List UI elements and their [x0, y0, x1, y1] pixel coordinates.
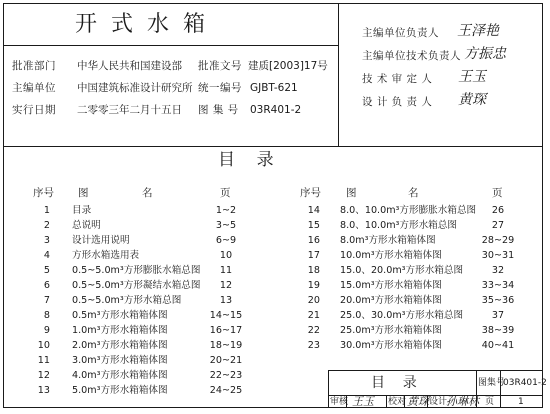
- toc-page: 12: [219, 280, 233, 291]
- header-no: 序号: [33, 187, 54, 199]
- toc-page: 30~31: [481, 250, 515, 261]
- toc-page: 11: [219, 265, 233, 276]
- toc-number: 12: [37, 370, 50, 381]
- titleblock-review-signature: 王玉: [352, 395, 374, 408]
- approval-doc-value: 建质[2003]17号: [248, 60, 328, 72]
- toc-number: 14: [307, 205, 320, 216]
- responsible-role: 主编单位负责人: [362, 27, 439, 39]
- toc-page: 14~15: [209, 310, 243, 321]
- titleblock-divider: [386, 395, 387, 408]
- toc-name: 20.0m³方形水箱箱体图: [340, 295, 442, 306]
- toc-name: 0.5m³方形水箱箱体图: [72, 310, 168, 321]
- header-page: 页: [220, 187, 231, 199]
- impl-date-value: 二零零三年二月十五日: [77, 104, 182, 116]
- toc-page: 37: [491, 310, 505, 321]
- toc-page: 32: [491, 265, 505, 276]
- toc-name: 2.0m³方形水箱箱体图: [72, 340, 168, 351]
- toc-name: 15.0、20.0m³方形水箱总图: [340, 265, 464, 276]
- toc-number: 1: [43, 205, 50, 216]
- titleblock-check-signature: 黄琛: [407, 395, 429, 408]
- toc-page: 33~34: [481, 280, 515, 291]
- responsible-role: 设 计 负 责 人: [362, 96, 433, 108]
- toc-page: 13: [219, 295, 233, 306]
- toc-name: 0.5~5.0m³方形水箱总图: [72, 295, 182, 306]
- toc-page: 10: [219, 250, 233, 261]
- toc-name: 8.0m³方形水箱箱体图: [340, 235, 436, 246]
- atlas-no-label: 图 集 号: [198, 104, 239, 116]
- toc-name: 10.0m³方形水箱箱体图: [340, 250, 442, 261]
- toc-number: 5: [43, 265, 50, 276]
- header-fig: 图: [346, 187, 357, 199]
- toc-name: 8.0、10.0m³方形水箱总图: [340, 220, 457, 231]
- approval-dept-label: 批准部门: [12, 60, 56, 72]
- toc-number: 6: [43, 280, 50, 291]
- header-name: 名: [142, 187, 153, 199]
- toc-number: 3: [43, 235, 50, 246]
- titleblock-design-signature: 孙琳林: [446, 395, 479, 408]
- title-underline: [3, 45, 338, 46]
- impl-date-label: 实行日期: [12, 104, 56, 116]
- toc-name: 总说明: [72, 220, 101, 231]
- toc-page: 27: [491, 220, 505, 231]
- responsible-role: 主编单位技术负责人: [362, 50, 461, 62]
- toc-page: 26: [491, 205, 505, 216]
- toc-name: 30.0m³方形水箱箱体图: [340, 340, 442, 351]
- titleblock-review-label: 审核: [330, 397, 349, 407]
- unified-no-value: GJBT-621: [250, 82, 298, 94]
- header-fig: 图: [78, 187, 89, 199]
- toc-page: 40~41: [481, 340, 515, 351]
- toc-number: 4: [43, 250, 50, 261]
- toc-number: 20: [307, 295, 320, 306]
- toc-number: 23: [307, 340, 320, 351]
- editor-unit-label: 主编单位: [12, 82, 56, 94]
- header-divider: [338, 3, 339, 146]
- toc-name: 1.0m³方形水箱箱体图: [72, 325, 168, 336]
- toc-number: 17: [307, 250, 320, 261]
- toc-number: 2: [43, 220, 50, 231]
- toc-number: 22: [307, 325, 320, 336]
- toc-page: 3~5: [215, 220, 237, 231]
- toc-page: 35~36: [481, 295, 515, 306]
- toc-number: 7: [43, 295, 50, 306]
- toc-number: 9: [43, 325, 50, 336]
- toc-page: 1~2: [215, 205, 237, 216]
- atlas-no-value: 03R401-2: [250, 104, 302, 116]
- toc-name: 方形水箱选用表: [72, 250, 140, 261]
- editor-unit-value: 中国建筑标准设计研究所: [77, 82, 193, 94]
- toc-number: 21: [307, 310, 320, 321]
- header-no: 序号: [300, 187, 321, 199]
- approval-dept-value: 中华人民共和国建设部: [77, 60, 182, 72]
- titleblock-page-value: 1: [518, 397, 524, 407]
- toc-number: 15: [307, 220, 320, 231]
- toc-name: 15.0m³方形水箱箱体图: [340, 280, 442, 291]
- unified-no-label: 统一编号: [198, 82, 242, 94]
- toc-page: 28~29: [481, 235, 515, 246]
- responsible-role: 技 术 审 定 人: [362, 73, 433, 85]
- toc-number: 16: [307, 235, 320, 246]
- titleblock-top-line: [328, 370, 543, 371]
- titleblock-atlas-value: 03R401-2: [503, 378, 547, 388]
- toc-name: 0.5~5.0m³方形凝结水箱总图: [72, 280, 201, 291]
- toc-number: 11: [37, 355, 50, 366]
- header-name: 名: [408, 187, 419, 199]
- toc-page: 6~9: [215, 235, 237, 246]
- titleblock-divider: [500, 370, 501, 408]
- toc-name: 25.0、30.0m³方形水箱总图: [340, 310, 464, 321]
- responsible-signature: 黄琛: [458, 92, 486, 108]
- toc-page: 38~39: [481, 325, 515, 336]
- titleblock-atlas-label: 图集号: [478, 378, 506, 388]
- toc-name: 25.0m³方形水箱箱体图: [340, 325, 442, 336]
- toc-number: 18: [307, 265, 320, 276]
- approval-doc-label: 批准文号: [198, 60, 242, 72]
- toc-title: 目 录: [218, 150, 274, 170]
- toc-name: 目录: [72, 205, 92, 216]
- titleblock-design-label: 设计: [429, 397, 448, 407]
- toc-page: 20~21: [209, 355, 243, 366]
- responsible-signature: 方振忠: [464, 46, 506, 62]
- toc-number: 19: [307, 280, 320, 291]
- responsible-signature: 王泽艳: [457, 23, 499, 39]
- toc-name: 0.5~5.0m³方形膨胀水箱总图: [72, 265, 201, 276]
- toc-name: 设计选用说明: [72, 235, 130, 246]
- titleblock-left-line: [328, 370, 329, 408]
- toc-page: 18~19: [209, 340, 243, 351]
- header-page: 页: [492, 187, 503, 199]
- titleblock-check-label: 校对: [388, 397, 407, 407]
- toc-page: 22~23: [209, 370, 243, 381]
- toc-name: 8.0、10.0m³方形膨胀水箱总图: [340, 205, 477, 216]
- header-bottom-line: [3, 146, 543, 147]
- toc-number: 13: [37, 385, 50, 396]
- toc-name: 4.0m³方形水箱箱体图: [72, 370, 168, 381]
- titleblock-page-label: 页: [485, 397, 495, 407]
- toc-name: 5.0m³方形水箱箱体图: [72, 385, 168, 396]
- responsible-signature: 王玉: [458, 69, 486, 85]
- toc-page: 24~25: [209, 385, 243, 396]
- toc-page: 16~17: [209, 325, 243, 336]
- document-title: 开式水箱: [75, 12, 220, 37]
- titleblock-name: 目 录: [371, 375, 417, 391]
- toc-number: 8: [43, 310, 50, 321]
- toc-name: 3.0m³方形水箱箱体图: [72, 355, 168, 366]
- toc-number: 10: [37, 340, 50, 351]
